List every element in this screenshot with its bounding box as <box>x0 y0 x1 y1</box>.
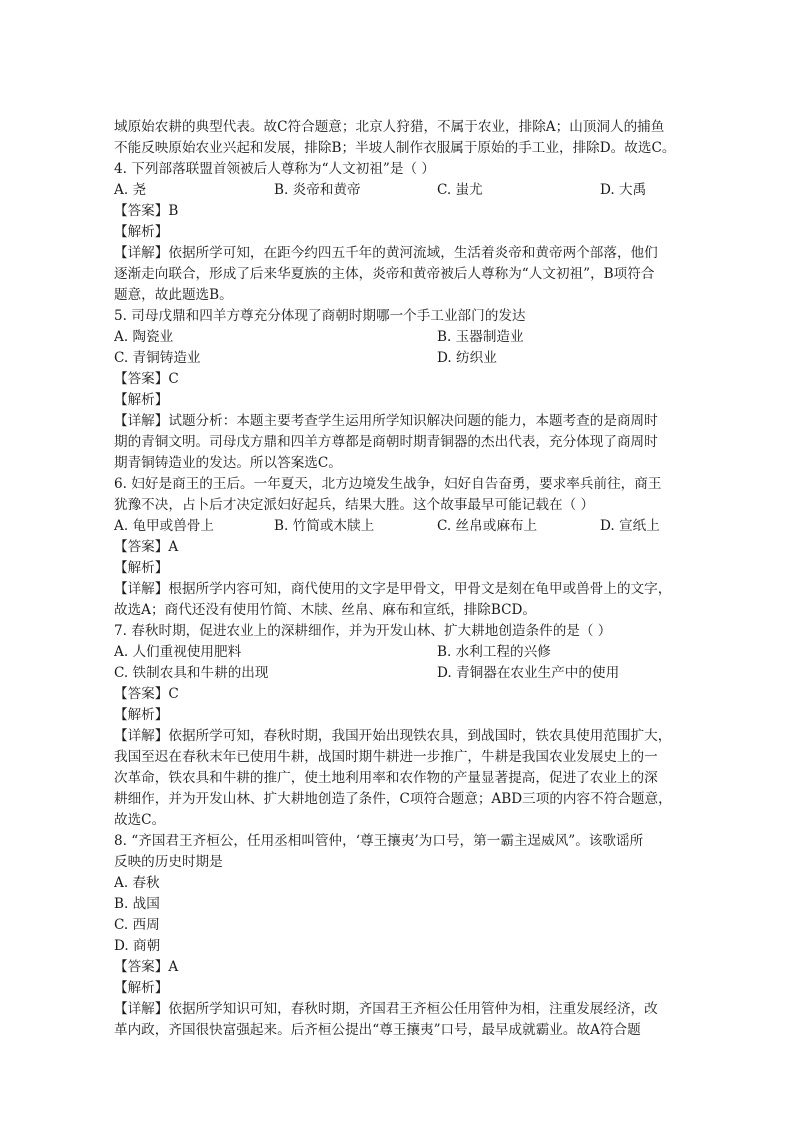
option-a: A. 人们重视使用肥料 <box>114 644 242 660</box>
question-4-options <box>114 180 684 201</box>
analysis-label: 【解析】 <box>114 707 169 723</box>
option-d: D. 宣纸上 <box>600 518 660 534</box>
explanation-line: 我国至迟在春秋末年已使用牛耕，战国时期牛耕进一步推广，牛耕是我国农业发展史上的一 <box>114 749 658 765</box>
answer-label: 【答案】A <box>114 959 179 975</box>
question-6-stem: 6. 妇好是商王的王后。一年夏天，北方边境发生战争，妇好自告奋勇，要求率兵前往，商王 <box>114 476 662 492</box>
explanation-line: 革内政，齐国很快富强起来。后齐桓公提出“尊王攘夷”口号，最早成就霸业。故A符合题 <box>114 1022 641 1038</box>
option-d: D. 青铜器在农业生产中的使用 <box>437 665 620 681</box>
analysis-label: 【解析】 <box>114 392 169 408</box>
explanation-line: 【详解】试题分析：本题主要考查学生运用所学知识解决问题的能力，本题考查的是商周时 <box>114 413 658 429</box>
explanation-line: 【详解】依据所学可知，在距今约四五千年的黄河流域，生活着炎帝和黄帝两个部落，他们 <box>114 245 658 261</box>
question-8-stem: 8. “齐国君王齐桓公，任用丞相叫管仲，‘尊王攘夷’为口号，第一霸主逞威风”。该歌谣所 <box>114 833 644 849</box>
option-c: C. 丝帛或麻布上 <box>437 518 538 534</box>
analysis-label: 【解析】 <box>114 560 169 576</box>
option-b: B. 玉器制造业 <box>437 329 524 345</box>
option-d: D. 大禹 <box>600 182 647 198</box>
explanation-line: 故选C。 <box>114 812 166 828</box>
question-5-options-row2 <box>114 348 684 369</box>
option-b: B. 水利工程的兴修 <box>437 644 551 660</box>
explanation-line: 【详解】根据所学内容可知，商代使用的文字是甲骨文，甲骨文是刻在龟甲或兽骨上的文字， <box>114 581 672 597</box>
explanation-line: 耕细作，并为开发山林、扩大耕地创造了条件，C项符合题意；ABD三项的内容不符合题意， <box>114 791 672 807</box>
option-d: D. 商朝 <box>114 938 161 954</box>
option-b: B. 竹简或木牍上 <box>274 518 375 534</box>
question-8-stem: 反映的历史时期是 <box>114 854 223 870</box>
option-a: A. 尧 <box>114 182 147 198</box>
question-5-options-row1 <box>114 327 684 348</box>
explanation-line: 期青铜铸造业的发达。所以答案选C。 <box>114 455 342 471</box>
option-a: A. 陶瓷业 <box>114 329 174 345</box>
explanation-line: 故选A；商代还没有使用竹简、木牍、丝帛、麻布和宣纸，排除BCD。 <box>114 602 536 618</box>
question-4-stem: 4. 下列部落联盟首领被后人尊称为“人文初祖”是（ ） <box>114 161 435 177</box>
explanation-line: 次革命，铁农具和牛耕的推广，使土地利用率和农作物的产量显著提高，促进了农业上的深 <box>114 770 658 786</box>
analysis-label: 【解析】 <box>114 224 169 240</box>
text-line: 不能反映原始农业兴起和发展，排除B；半坡人制作衣服属于原始的手工业，排除D。故选C。 <box>114 140 676 156</box>
option-b: B. 战国 <box>114 896 160 912</box>
answer-label: 【答案】C <box>114 686 179 702</box>
option-c: C. 青铜铸造业 <box>114 350 201 366</box>
option-c: C. 铁制农具和牛耕的出现 <box>114 665 269 681</box>
option-a: A. 春秋 <box>114 875 160 891</box>
question-5-stem: 5. 司母戊鼎和四羊方尊充分体现了商朝时期哪一个手工业部门的发达 <box>114 308 526 324</box>
text-line: 域原始农耕的典型代表。故C符合题意；北京人狩猎，不属于农业，排除A；山顶洞人的捕鱼 <box>114 119 665 135</box>
explanation-line: 【详解】依据所学可知，春秋时期，我国开始出现铁农具，到战国时，铁农具使用范围扩大， <box>114 728 672 744</box>
option-c: C. 蚩尤 <box>437 182 483 198</box>
option-a: A. 龟甲或兽骨上 <box>114 518 215 534</box>
explanation-line: 题意，故此题选B。 <box>114 287 233 303</box>
option-d: D. 纺织业 <box>437 350 497 366</box>
explanation-line: 期的青铜文明。司母戊方鼎和四羊方尊都是商朝时期青铜器的杰出代表，充分体现了商周时 <box>114 434 658 450</box>
option-c: C. 西周 <box>114 917 160 933</box>
answer-label: 【答案】A <box>114 539 179 555</box>
question-6-options <box>114 516 684 537</box>
question-6-stem: 犹豫不决，占卜后才决定派妇好起兵，结果大胜。这个故事最早可能记载在（ ） <box>114 497 595 513</box>
answer-label: 【答案】B <box>114 203 179 219</box>
question-7-stem: 7. 春秋时期，促进农业上的深耕细作，并为开发山林、扩大耕地创造条件的是（ ） <box>114 623 612 639</box>
question-7-options-row1 <box>114 642 684 663</box>
explanation-line: 逐渐走向联合，形成了后来华夏族的主体，炎帝和黄帝被后人尊称为“人文初祖”，B项符合 <box>114 266 655 282</box>
analysis-label: 【解析】 <box>114 980 169 996</box>
answer-label: 【答案】C <box>114 371 179 387</box>
question-7-options-row2 <box>114 663 684 684</box>
option-b: B. 炎帝和黄帝 <box>274 182 361 198</box>
explanation-line: 【详解】依据所学知识可知，春秋时期，齐国君王齐桓公任用管仲为相，注重发展经济，改 <box>114 1001 658 1017</box>
